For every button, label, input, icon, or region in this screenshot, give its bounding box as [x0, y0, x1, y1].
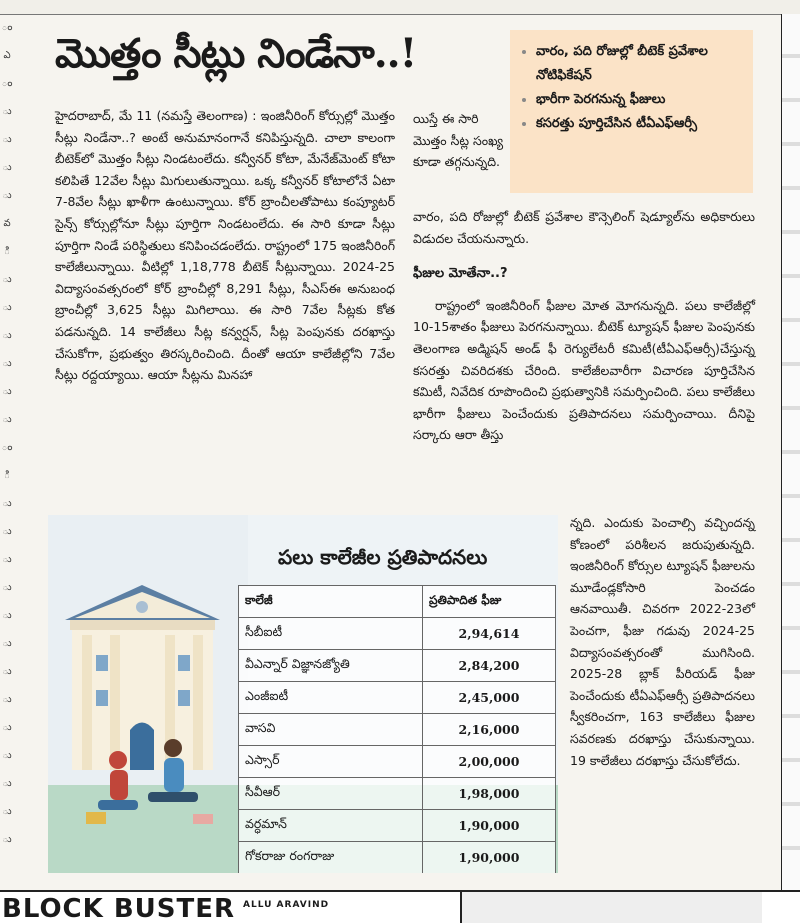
fee-cell: 1,90,000 [423, 810, 556, 842]
table-row [239, 810, 556, 842]
highlight-item: • వారం, పది రోజుల్లో బీటెక్ ప్రవేశాల నోటిఫికేషన్ [536, 40, 741, 88]
students-illustration [78, 730, 218, 840]
highlights-box [510, 30, 753, 193]
table-row [239, 842, 556, 874]
fee-cell: 1,98,000 [423, 778, 556, 810]
college-name-cell: వీఎన్నార్ విజ్ఞానజ్యోతి [239, 650, 423, 682]
table-row [239, 778, 556, 810]
previous-page-edge [0, 0, 800, 15]
fee-table-graphic [48, 515, 558, 873]
highlight-item: • కసరత్తు పూర్తిచేసిన టీఏఎఫ్ఆర్సీ [536, 112, 741, 136]
column-header: కాలేజీ [239, 586, 423, 618]
college-name-cell: వాసవి [239, 714, 423, 746]
highlight-item: • భారీగా పెరగనున్న ఫీజులు [536, 88, 741, 112]
adjacent-page-edge [781, 14, 800, 894]
article-paragraph: రాష్ట్రంలో ఇంజినీరింగ్ ఫీజుల మోత మోగనున్నది. పలు కాలేజీల్లో 10-15శాతం ఫీజులు పెరగనున్నాయి. బీటెక్ ట్యూషన్ ఫీజుల పెంపునకు తెలంగాణ అడ్మిషన్ అండ్ ఫీ రెగ్యులేటరీ కమిటీ(టీఏఎఫ్ఆర్సీ)చేస్తున్న కసరత్తు చివరిదశకు చేరింది. కాలేజీలవారీగా విచారణ పూర్తిచేసిన కమిటీ, నివేదిక రూపొందించి ప్రభుత్వానికి సమర్పించింది. పలు కాలేజీలు భారీగా ఫీజులు పెంచేందుకు ప్రతిపాదనలు సమర్పించాయి. దీనిపై సర్కారు ఆరా తీస్తు [413, 297, 755, 443]
subheading: ఫీజుల మోతేనా..? [413, 266, 508, 282]
table-title: పలు కాలేజీల ప్రతిపాదనలు [278, 545, 488, 569]
article-column-2-top: యిస్తే ఈ సారి మొత్తం సీట్ల సంఖ్య కూడా తగ్గనున్నది. [413, 111, 504, 170]
college-name-cell: గోకరాజు రంగరాజు [239, 842, 423, 874]
college-name-cell: సీబీఐటీ [239, 618, 423, 650]
bottom-advertisement-strip [0, 890, 800, 923]
table-header-row [239, 586, 556, 618]
college-name-cell: ఎంజీఐటీ [239, 682, 423, 714]
banner-subtitle: ALLU ARAVIND [243, 900, 330, 910]
table-row [239, 618, 556, 650]
table-row [239, 714, 556, 746]
fee-cell: 1,90,000 [423, 842, 556, 874]
fee-table [238, 585, 556, 873]
fee-cell: 2,00,000 [423, 746, 556, 778]
college-name-cell: సీవీఆర్ [239, 778, 423, 810]
article-column-2 [413, 206, 755, 446]
article-column-1: హైదరాబాద్, మే 11 (నమస్తే తెలంగాణ) : ఇంజినీరింగ్ కోర్సుల్లో మొత్తం సీట్లు నిండేనా..? అంటే అనుమానంగానే కనిపిస్తున్నది. చాలా కాలంగా బీటెక్‌లో మొత్తం సీట్లు నిండటంలేదు. కన్వీనర్ కోటా, మేనేజ్‌మెంట్ కోటా కలిపితే 12వేల సీట్లు మిగులుతున్నాయి. ఒక్క కన్వీనర్ కోటాలోనే ఏటా 7-8వేల సీట్లు ఖాళీగా ఉంటున్నాయి. కోర్ బ్రాంచీలతోపాటు కంప్యూటర్ సైన్స్ కోర్సుల్లోనూ సీట్లు పూర్తిగా నిండటంలేదు. ఈ సారి కూడా సీట్లు పూర్తిగా నిండే పరిస్థితులు కనిపించడంలేదు. రాష్ట్రంలో 175 ఇంజినీరింగ్ కాలేజీలున్నాయి. వీటిల్లో 1,18,778 బీటెక్ సీట్లున్నాయి. 2024-25 విద్యాసంవత్సరంలో కోర్ బ్రాంచీల్లో 8,291 సీట్లు, సీఎస్‌ఈ అనుబంధ బ్రాంచీల్లో 3,625 సీట్లు మిగిలాయి. ఈ సారి 7వేల సీట్లకు కోత పడనున్నది. 14 కాలేజీలు సీట్ల కన్వర్షన్, సీట్ల పెంపునకు దరఖాస్తు చేసుకోగా, ప్రభుత్వం తిరస్కరించింది. దీంతో ఆయా కాలేజీల్లోని 7వేల సీట్లు రద్దయ్యాయి. ఆయా సీట్లను మినహా [55, 108, 395, 383]
college-name-cell: ఎస్సార్ [239, 746, 423, 778]
headline: మొత్తం సీట్లు నిండేనా..! [55, 30, 417, 77]
article-column-3: న్నది. ఎందుకు పెంచాల్సి వచ్చిందన్న కోణంలో పరిశీలన జరుపుతున్నది. ఇంజినీరింగ్ కోర్సుల ట్యూషన్ ఫీజులను మూడేండ్లకోసారి పెంచడం ఆనవాయితీ. చివరగా 2022-23లో పెంచగా, ఫీజు గడువు 2024-25 విద్యాసంవత్సరంతో ముగిసింది. 2025-28 బ్లాక్ పీరియడ్ ఫీజు పెంచేందుకు టీఏఎఫ్ఆర్సీ ప్రతిపాదనలు స్వీకరించగా, 163 కాలేజీలు ఫీజుల సవరణకు దరఖాస్తు చేసుకున్నాయి. 19 కాలేజీలు దరఖాస్తు చేసుకోలేదు. [570, 515, 755, 768]
table-row [239, 650, 556, 682]
adjacent-column-fragment: ం ఎ ం ు ు ు ు వ ి ు ు ు ు ు ు ం ి ు ు ు ు ు ు ు ు ు ు ు ు ు [1, 22, 13, 845]
fee-cell: 2,16,000 [423, 714, 556, 746]
college-name-cell: వర్ధమాన్ [239, 810, 423, 842]
article-paragraph: వారం, పది రోజుల్లో బీటెక్ ప్రవేశాల కౌన్సెలింగ్ షెడ్యూల్‌ను అధికారులు విడుదల చేయనున్నారు. [413, 209, 755, 246]
adjacent-advertisement [460, 892, 762, 923]
table-row [239, 682, 556, 714]
column-header: ప్రతిపాదిత ఫీజు [423, 586, 556, 618]
table-row [239, 746, 556, 778]
banner-title: BLOCK BUSTER [2, 894, 236, 923]
fee-cell: 2,84,200 [423, 650, 556, 682]
fee-cell: 2,45,000 [423, 682, 556, 714]
fee-cell: 2,94,614 [423, 618, 556, 650]
